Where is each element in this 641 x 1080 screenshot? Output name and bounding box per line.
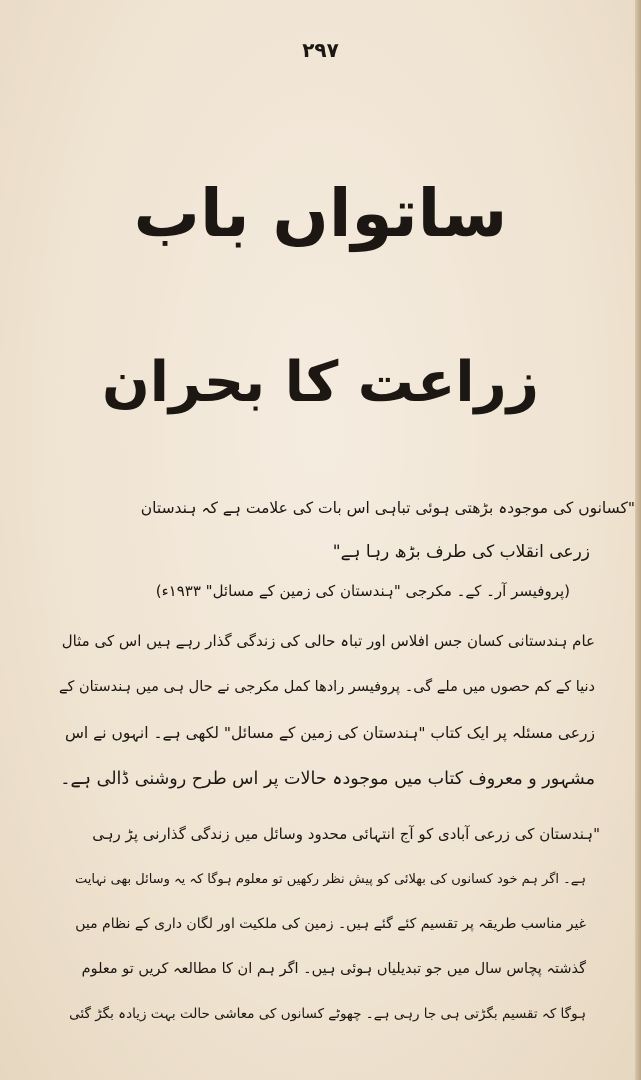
text-line: "ہندستان کی زرعی آبادی کو آج انتہائی محدود وسائل میں زندگی گذارنی پڑ رہی — [92, 825, 600, 843]
quote-citation: (پروفیسر آر۔ کے۔ مکرجی "ہندستان کی زمین کے مسائل" ۱۹۳۳ء) — [155, 582, 570, 600]
text-line: گذشتہ پچاس سال میں جو تبدیلیاں ہوئی ہیں۔ اگر ہم ان کا مطالعہ کریں تو معلوم — [81, 961, 586, 977]
quote-line: "کسانوں کی موجودہ بڑھتی ہوئی تباہی اس بات کی علامت ہے کہ ہندستان — [140, 499, 635, 517]
paragraph-2-quotation — [66, 812, 600, 1037]
quote-line: زرعی انقلاب کی طرف بڑھ رہا ہے" — [332, 542, 590, 562]
text-line: دنیا کے کم حصوں میں ملے گی۔ پروفیسر رادھا کمل مکرجی نے حال ہی میں ہندستان کے — [59, 679, 595, 695]
text-line: ہوگا کہ تقسیم بگڑتی ہی جا رہی ہے۔ چھوٹے کسانوں کی معاشی حالت بہت زیادہ بگڑ گئی — [69, 1006, 586, 1022]
paragraph-1 — [50, 618, 595, 802]
text-line: عام ہندستانی کسان جس افلاس اور تباہ حالی کی زندگی گذار رہے ہیں اس کی مثال — [61, 632, 595, 650]
epigraph-quote — [90, 486, 635, 574]
text-line: زرعی مسئلہ پر ایک کتاب "ہندستان کی زمین کے مسائل" لکھی ہے۔ انہوں نے اس — [64, 724, 595, 742]
text-line: غیر مناسب طریقہ پر تقسیم کئے گئے ہیں۔ زمین کی ملکیت اور لگان داری کے نظام میں — [75, 916, 586, 932]
chapter-title: ساتواں باب — [133, 175, 508, 252]
text-line: ہے۔ اگر ہم خود کسانوں کی بھلائی کو پیش نظر رکھیں تو معلوم ہوگا کہ یہ وسائل بھی نہایت — [74, 872, 586, 887]
page-edge — [635, 0, 641, 1080]
page-number: ۲۹۷ — [302, 38, 339, 62]
text-line: مشہور و معروف کتاب میں موجودہ حالات پر اس طرح روشنی ڈالی ہے۔ — [60, 769, 595, 789]
chapter-subtitle: زراعت کا بحران — [101, 350, 539, 415]
